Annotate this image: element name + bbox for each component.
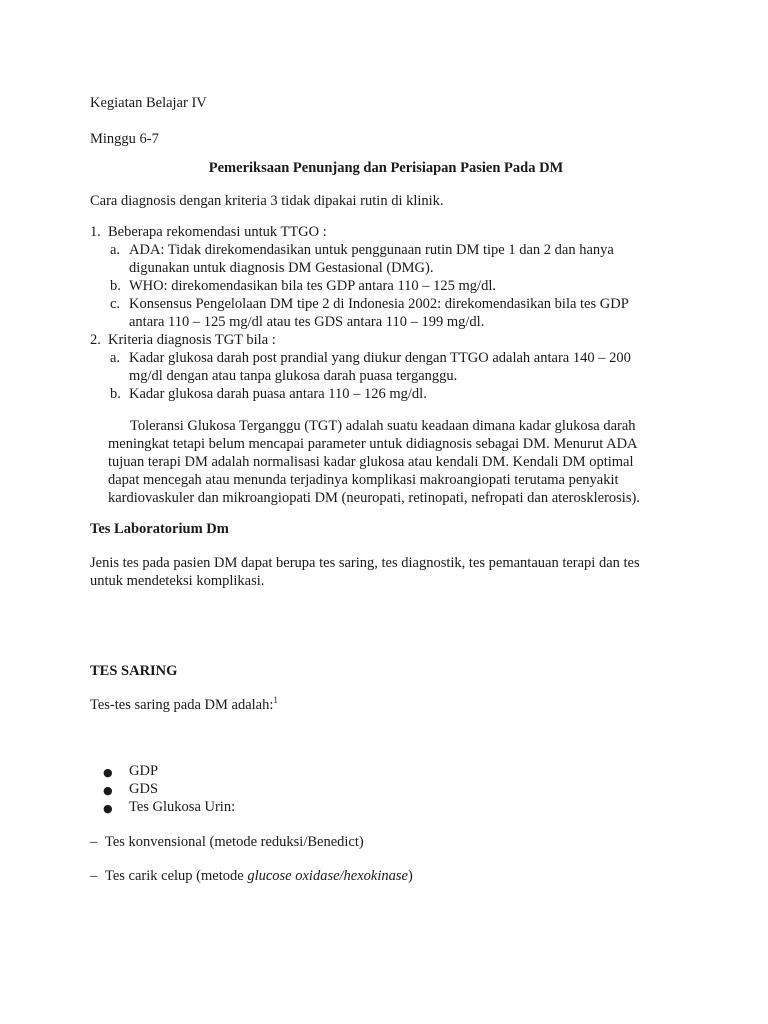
document-title: Pemeriksaan Penunjang dan Perisiapan Pasien Pada DM [208, 160, 564, 176]
sub-letter: a. [110, 350, 121, 366]
saring-intro [90, 696, 690, 714]
dash-item: Tes konvensional (metode reduksi/Benedict) [105, 834, 364, 850]
sub-letter: b. [110, 386, 121, 402]
dash-item-suffix: ) [407, 868, 413, 884]
paragraph-line: meningkat tetapi belum mencapai parameter untuk didiagnosis sebagai DM. Menurut ADA [108, 436, 638, 452]
paragraph-line: kardiovaskuler dan mikroangiopati DM (neuropati, retinopati, nefropati dan aterosklerosis). [108, 490, 640, 506]
sub-item-text: mg/dl dengan atau tanpa glukosa darah puasa terganggu. [129, 368, 458, 384]
header-week: Minggu 6-7 [90, 131, 159, 147]
footnote-ref: 1 [273, 695, 278, 706]
lab-text-line: Jenis tes pada pasien DM dapat berupa tes saring, tes diagnostik, tes pemantauan terapi dan tes [90, 555, 640, 571]
sub-item-text: Kadar glukosa darah puasa antara 110 – 126 mg/dl. [129, 386, 427, 402]
sub-item-text: antara 110 – 125 mg/dl atau tes GDS antara 110 – 199 mg/dl. [129, 314, 485, 330]
saring-intro-text: Tes-tes saring pada DM adalah: [90, 697, 274, 713]
sub-item-text: digunakan untuk diagnosis DM Gestasional (DMG). [129, 260, 434, 276]
list-number: 2. [90, 332, 101, 348]
list-item-text: Beberapa rekomendasi untuk TTGO : [108, 224, 327, 240]
list-item-text: Kriteria diagnosis TGT bila : [108, 332, 276, 348]
paragraph-line: dapat mencegah atau menunda terjadinya komplikasi makroangiopati terutama penyakit [108, 472, 619, 488]
bullet-icon: ● [103, 802, 113, 815]
sub-item-text: Kadar glukosa darah post prandial yang diukur dengan TTGO adalah antara 140 – 200 [129, 350, 631, 366]
sub-item-text: ADA: Tidak direkomendasikan untuk penggunaan rutin DM tipe 1 dan 2 dan hanya [129, 242, 614, 258]
bullet-item: Tes Glukosa Urin: [129, 799, 236, 815]
bullet-item: GDS [129, 781, 159, 797]
bullet-icon: ● [103, 766, 113, 779]
sub-item-text: WHO: direkomendasikan bila tes GDP antara 110 – 125 mg/dl. [129, 278, 496, 294]
sub-letter: a. [110, 242, 121, 258]
section-heading-saring: TES SARING [90, 663, 178, 679]
dash-item-italic: glucose oxidase/hexokinase [247, 868, 408, 884]
dash-icon: – [90, 834, 98, 850]
dash-icon: – [90, 868, 98, 884]
paragraph-line: tujuan terapi DM adalah normalisasi kadar glukosa atau kendali DM. Kendali DM optimal [108, 454, 634, 470]
section-heading-lab: Tes Laboratorium Dm [90, 521, 229, 537]
lab-text-line: untuk mendeteksi komplikasi. [90, 573, 265, 589]
sub-letter: b. [110, 278, 121, 294]
dash-item [105, 867, 413, 885]
list-number: 1. [90, 224, 101, 240]
sub-item-text: Konsensus Pengelolaan DM tipe 2 di Indonesia 2002: direkomendasikan bila tes GDP [129, 296, 629, 312]
intro-text: Cara diagnosis dengan kriteria 3 tidak dipakai rutin di klinik. [90, 193, 444, 209]
dash-item-prefix: Tes carik celup (metode [105, 868, 248, 884]
bullet-item: GDP [129, 763, 159, 779]
paragraph-line: Toleransi Glukosa Terganggu (TGT) adalah suatu keadaan dimana kadar glukosa darah [130, 418, 636, 434]
bullet-icon: ● [103, 784, 113, 797]
sub-letter: c. [110, 296, 121, 312]
header-activity: Kegiatan Belajar IV [90, 95, 207, 111]
